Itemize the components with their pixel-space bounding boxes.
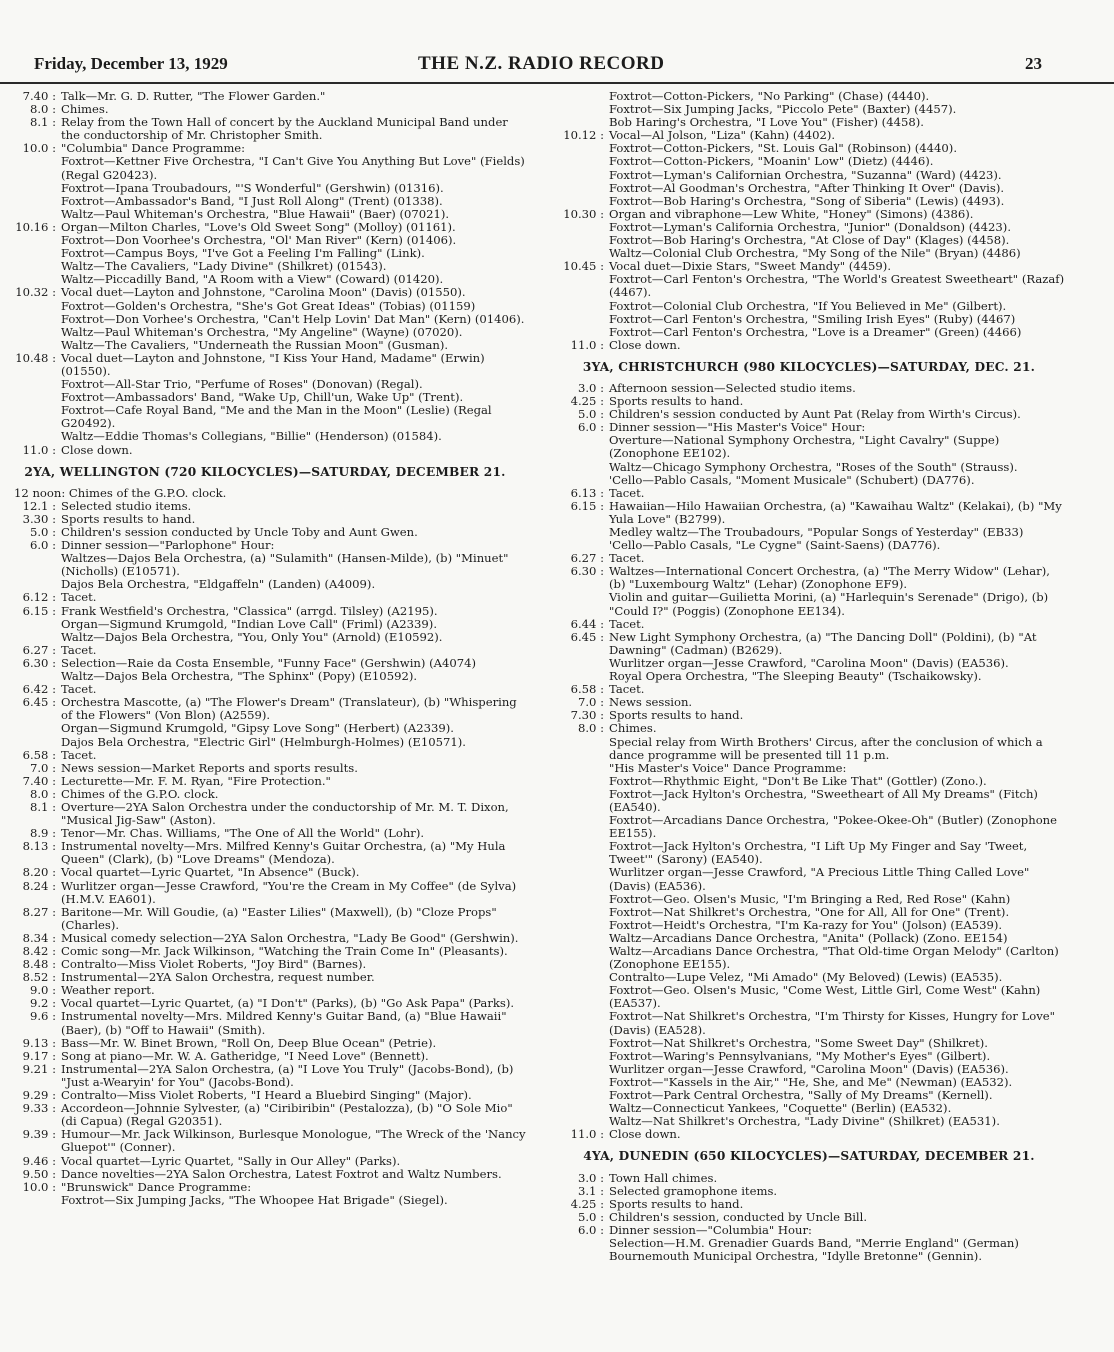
entry-time: 9.46 : xyxy=(4,1155,56,1168)
entry-text: Vocal quartet—Lyric Quartet, "Sally in Our Alley" (Parks). xyxy=(61,1153,401,1168)
entry-time: 10.45 : xyxy=(552,260,604,273)
programme-item: Foxtrot—Nat Shilkret's Orchestra, "I'm Thirsty for Kisses, Hungry for Love" (Davis) (EA528). xyxy=(609,1009,1055,1037)
christchurch-items-d xyxy=(552,526,1066,552)
entry-time: 9.50 : xyxy=(4,1168,56,1181)
entry-text: Dinner session—"Columbia" Hour: xyxy=(609,1222,812,1237)
entry-text: Relay from the Town Hall of concert by the Auckland Municipal Band under the conductorship of Mr. Christopher Smith. xyxy=(61,115,508,143)
wellington-list-a xyxy=(4,500,526,552)
entry-text: Tacet. xyxy=(609,485,645,500)
programme-item: Foxtrot—Six Jumping Jacks, "The Whoopee Hat Brigade" (Siegel). xyxy=(61,1192,448,1207)
programme-item: Wurlitzer organ—Jesse Crawford, "Carolina Moon" (Davis) (EA536). xyxy=(609,1061,1009,1076)
programme-entry xyxy=(552,1172,1066,1185)
entry-text: News session. xyxy=(609,695,693,710)
entry-time: 3.30 : xyxy=(4,513,56,526)
entry-time: 9.33 : xyxy=(4,1102,56,1128)
programme-item: Foxtrot—Rhythmic Eight, "Don't Be Like That" (Gottler) (Zono.). xyxy=(609,773,987,788)
wellington-list-e xyxy=(4,644,526,670)
entry-time: 11.0 : xyxy=(552,1128,604,1141)
programme-item: Waltz—Arcadians Dance Orchestra, "Anita" (Pollack) (Zono. EE154) xyxy=(609,930,1008,945)
entry-time: 8.20 : xyxy=(4,866,56,879)
entry-text: Instrumental novelty—Mrs. Mildred Kenny's Guitar Band, (a) "Blue Hawaii" (Baer), (b) "Off to Hawaii" (Smith). xyxy=(61,1009,507,1037)
entry-time: 6.27 : xyxy=(4,644,56,657)
right-column xyxy=(552,90,1066,1263)
programme-item: Waltz—Paul Whiteman's Orchestra, "My Angeline" (Wayne) (07020). xyxy=(61,324,463,339)
entry-time: 8.27 : xyxy=(4,906,56,932)
wellington-list-c xyxy=(4,591,526,617)
programme-entry xyxy=(552,1185,1066,1198)
entry-text: Baritone—Mr. Will Goudie, (a) "Easter Lilies" (Maxwell), (b) "Cloze Props" (Charles). xyxy=(61,904,497,932)
programme-item: Waltzes—Dajos Bela Orchestra, (a) "Sulamith" (Hansen-Milde), (b) "Minuet" (Nicholls) (E10571). xyxy=(61,551,509,579)
programme-item: Foxtrot—Bob Haring's Orchestra, "Song of Siberia" (Lewis) (4493). xyxy=(609,193,1005,208)
entry-text: Close down. xyxy=(609,337,681,352)
programme-item: Foxtrot—Al Goodman's Orchestra, "After Thinking It Over" (Davis). xyxy=(609,180,1005,195)
entry-time: 7.0 : xyxy=(4,762,56,775)
programme-item: Bournemouth Municipal Orchestra, "Idylle Bretonne" (Gennin). xyxy=(609,1249,983,1264)
programme-item: Royal Opera Orchestra, "The Sleeping Beauty" (Tschaikowsky). xyxy=(609,669,982,684)
entry-text: Instrumental—2YA Salon Orchestra, request number. xyxy=(61,970,375,985)
items-1045 xyxy=(552,273,1066,338)
entry-text: New Light Symphony Orchestra, (a) "The Dancing Doll" (Poldini), (b) "At Dawning" (Cadman) (B2629). xyxy=(609,629,1037,657)
entry-text: Sports results to hand. xyxy=(609,708,744,723)
entry-time: 3.0 : xyxy=(552,1172,604,1185)
entry-text: Vocal duet—Layton and Johnstone, "I Kiss Your Hand, Madame" (Erwin) (01550). xyxy=(61,350,485,378)
entry-text: Tacet. xyxy=(609,551,645,566)
programme-item: Foxtrot—Colonial Club Orchestra, "If You Believed in Me" (Gilbert). xyxy=(609,298,1007,313)
entry-text: Overture—2YA Salon Orchestra under the conductorship of Mr. M. T. Dixon, "Musical Jig-Saw" (Aston). xyxy=(61,799,509,828)
wellington-items-j xyxy=(4,1194,526,1207)
programme-item: Foxtrot—Cotton-Pickers, "Moanin' Low" (Dietz) (4446). xyxy=(609,154,934,169)
entry-time: 10.32 : xyxy=(4,286,56,299)
entry-time: 9.0 : xyxy=(4,984,56,997)
programme-item: Foxtrot—Nat Shilkret's Orchestra, "Some Sweet Day" (Shilkret). xyxy=(609,1035,988,1050)
items-1032 xyxy=(4,300,526,352)
programme-entry xyxy=(4,1128,526,1154)
entry-text: Tacet. xyxy=(609,682,645,697)
programme-item: Contralto—Lupe Velez, "Mi Amado" (My Beloved) (Lewis) (EA535). xyxy=(609,970,1003,985)
programme-item: Wurlitzer organ—Jesse Crawford, "Carolina Moon" (Davis) (EA536). xyxy=(609,655,1009,670)
programme-item: Waltz—Paul Whiteman's Orchestra, "Blue Hawaii" (Baer) (07021). xyxy=(61,206,450,221)
entry-time: 8.13 : xyxy=(4,840,56,866)
entry-time: 7.40 : xyxy=(4,90,56,103)
programme-item: Waltz—The Cavaliers, "Underneath the Russian Moon" (Gusman). xyxy=(61,337,449,352)
entry-1048 xyxy=(4,352,526,378)
entry-text: Contralto—Miss Violet Roberts, "Joy Bird" (Barnes). xyxy=(61,957,367,972)
entry-text: News session—Market Reports and sports results. xyxy=(61,760,358,775)
entry-text: Sports results to hand. xyxy=(61,511,196,526)
programme-item: Foxtrot—Heidt's Orchestra, "I'm Ka-razy for You" (Jolson) (EA539). xyxy=(609,917,1003,932)
entry-text: Selection—Raie da Costa Ensemble, "Funny Face" (Gershwin) (A4074) xyxy=(61,655,476,670)
christchurch-list-k xyxy=(552,1128,1066,1141)
entry-1032 xyxy=(4,286,526,299)
programme-entry xyxy=(4,749,526,762)
entry-text: Organ and vibraphone—Lew White, "Honey" (Simons) (4386). xyxy=(609,206,974,221)
entry-time: 7.40 : xyxy=(4,775,56,788)
programme-item: Foxtrot—"Kassels in the Air," "He, She, and Me" (Newman) (EA532). xyxy=(609,1074,1013,1089)
programme-entry xyxy=(552,339,1066,352)
entry-text: Comic song—Mr. Jack Wilkinson, "Watching the Train Come In" (Pleasants). xyxy=(61,944,508,958)
entry-text: Children's session, conducted by Uncle Bill. xyxy=(609,1209,868,1224)
programme-entry xyxy=(4,1181,526,1194)
entry-time: 8.1 : xyxy=(4,801,56,827)
programme-item: Wurlitzer organ—Jesse Crawford, "A Precious Little Thing Called Love" (Davis) (EA536). xyxy=(609,865,1030,893)
page-number: 23 xyxy=(1025,54,1042,73)
programme-entry xyxy=(4,605,526,618)
wellington-items-b xyxy=(4,552,526,591)
programme-item: Foxtrot—Carl Fenton's Orchestra, "Love is a Dreamer" (Green) (4466) xyxy=(609,324,1022,339)
programme-item: Foxtrot—Park Central Orchestra, "Sally of My Dreams" (Kernell). xyxy=(609,1088,993,1103)
programme-item: Foxtrot—Cotton-Pickers, "St. Louis Gal" (Robinson) (4440). xyxy=(609,141,958,156)
programme-item: Foxtrot—Campus Boys, "I've Got a Feeling I'm Falling" (Link). xyxy=(61,246,425,261)
entry-time: 6.13 : xyxy=(552,487,604,500)
programme-item: Dajos Bela Orchestra, "Eldgaffeln" (Landen) (A4009). xyxy=(61,577,376,592)
entry-text: Afternoon session—Selected studio items. xyxy=(609,380,856,395)
programme-entry xyxy=(4,840,526,866)
entry-time: 10.30 : xyxy=(552,208,604,221)
programme-entry xyxy=(4,775,526,788)
entry-time: 6.12 : xyxy=(4,591,56,604)
programme-item: Foxtrot—Arcadians Dance Orchestra, "Pokee-Okee-Oh" (Butler) (Zonophone EE155). xyxy=(609,813,1058,841)
entry-close-down xyxy=(4,444,526,457)
entry-text: Accordeon—Johnnie Sylvester, (a) "Ciribiribin" (Pestalozza), (b) "O Sole Mio" (di Capua) (Regal G20351). xyxy=(61,1101,513,1129)
entry-time: 5.0 : xyxy=(552,1211,604,1224)
programme-entry xyxy=(4,500,526,513)
entry-time: 9.39 : xyxy=(4,1128,56,1154)
programme-entry xyxy=(552,1198,1066,1211)
entry-text: Tenor—Mr. Chas. Williams, "The One of All the World" (Lohr). xyxy=(61,826,425,841)
entry-text: Tacet. xyxy=(61,590,97,605)
entry-text: Tacet. xyxy=(61,642,97,657)
programme-entry xyxy=(4,866,526,879)
entry-text: Sports results to hand. xyxy=(609,394,744,409)
entry-time: 10.48 : xyxy=(4,352,56,378)
programme-item: Foxtrot—Cafe Royal Band, "Me and the Man in the Moon" (Leslie) (Regal G20492). xyxy=(61,403,492,431)
programme-entry xyxy=(4,1050,526,1063)
entry-time: 8.0 : xyxy=(4,103,56,116)
christchurch-items-f xyxy=(552,591,1066,617)
programme-entry xyxy=(552,631,1066,657)
entry-text: Tacet. xyxy=(61,747,97,762)
entry-time: 6.45 : xyxy=(4,696,56,722)
entry-text: Talk—Mr. G. D. Rutter, "The Flower Garden." xyxy=(61,89,326,103)
entry-text: Instrumental—2YA Salon Orchestra, (a) "I Love You Truly" (Jacobs-Bond), (b) "Just a-Wearyin' for You" (Jacobs-Bond). xyxy=(61,1061,514,1089)
programme-item: Foxtrot—Bob Haring's Orchestra, "At Close of Day" (Klages) (4458). xyxy=(609,233,1010,248)
programme-entry xyxy=(4,1037,526,1050)
entry-time: 8.48 : xyxy=(4,958,56,971)
entry-text: Tacet. xyxy=(61,682,97,697)
entry-text: Town Hall chimes. xyxy=(609,1170,718,1185)
programme-entry xyxy=(4,762,526,775)
christchurch-list-a xyxy=(552,382,1066,434)
entry-time: 6.58 : xyxy=(552,683,604,696)
programme-item: "His Master's Voice" Dance Programme: xyxy=(609,760,847,775)
entry-time: 9.6 : xyxy=(4,1010,56,1036)
programme-entry xyxy=(4,1102,526,1128)
programme-entry xyxy=(4,1168,526,1181)
entry-time: 9.13 : xyxy=(4,1037,56,1050)
entry-time: 7.30 : xyxy=(552,709,604,722)
entry-text: Frank Westfield's Orchestra, "Classica" (arrgd. Tilsley) (A2195). xyxy=(61,603,438,618)
programme-item: Medley waltz—The Troubadours, "Popular Songs of Yesterday" (EB33) xyxy=(609,525,1024,539)
entry-time: 8.0 : xyxy=(552,722,604,735)
programme-item: Foxtrot—Jack Hylton's Orchestra, "I Lift Up My Finger and Say 'Tweet, Tweet'" (Sarony) (EA540). xyxy=(609,839,1028,867)
entry-text: Tacet. xyxy=(609,616,645,631)
programme-item: Foxtrot—Lyman's California Orchestra, "Junior" (Donaldson) (4423). xyxy=(609,219,1011,234)
entry-text: "Columbia" Dance Programme: xyxy=(61,141,246,156)
items-1016 xyxy=(4,234,526,286)
programme-entry xyxy=(4,1010,526,1036)
programme-entry xyxy=(4,906,526,932)
programme-item: Foxtrot—Ambassadors' Band, "Wake Up, Chill'un, Wake Up" (Trent). xyxy=(61,390,464,405)
items-1048 xyxy=(4,378,526,443)
programme-item: Foxtrot—Carl Fenton's Orchestra, "Smiling Irish Eyes" (Ruby) (4467) xyxy=(609,311,1016,326)
programme-entry xyxy=(4,591,526,604)
wellington-list-g xyxy=(4,683,526,722)
entry-time: 10.16 : xyxy=(4,221,56,234)
entry-text: Weather report. xyxy=(61,983,155,998)
christchurch-list-c xyxy=(552,487,1066,526)
programme-item: Selection—H.M. Grenadier Guards Band, "Merrie England" (German) xyxy=(609,1235,1019,1250)
entry-time: 10.0 : xyxy=(4,142,56,155)
entry-time: 11.0 : xyxy=(552,339,604,352)
entry-text: Orchestra Mascotte, (a) "The Flower's Dream" (Translateur), (b) "Whispering of the Flowers" (Von Blon) (A2559). xyxy=(61,695,517,723)
wellington-items-d xyxy=(4,618,526,644)
programme-item: Waltz—Connecticut Yankees, "Coquette" (Berlin) (EA532). xyxy=(609,1101,952,1116)
entry-time: 8.42 : xyxy=(4,945,56,958)
entry-text: Dinner session—"Parlophone" Hour: xyxy=(61,538,275,553)
christchurch-items-b xyxy=(552,434,1066,486)
programme-entry xyxy=(552,500,1066,526)
entry-time: 8.0 : xyxy=(4,788,56,801)
programme-item: Foxtrot—Geo. Olsen's Music, "I'm Bringing a Red, Red Rose" (Kahn) xyxy=(609,891,1011,906)
programme-entry xyxy=(4,444,526,457)
programme-entry xyxy=(4,286,526,299)
entry-close-down-2ya xyxy=(552,339,1066,352)
programme-item: 'Cello—Pablo Casals, "Moment Musicale" (Schubert) (DA776). xyxy=(609,472,975,487)
entry-time: 8.52 : xyxy=(4,971,56,984)
columbia-dance-items xyxy=(4,155,526,220)
entry-text: Hawaiian—Hilo Hawaiian Orchestra, (a) "Kawaihau Waltz" (Kelakai), (b) "My Yula Love" (B2799). xyxy=(609,498,1062,526)
entry-text: Dance novelties—2YA Salon Orchestra, Latest Foxtrot and Waltz Numbers. xyxy=(61,1166,502,1181)
programme-item: Foxtrot—Don Voorhee's Orchestra, "Ol' Man River" (Kern) (01406). xyxy=(61,233,457,248)
noon-entry: 12 noon: Chimes of the G.P.O. clock. xyxy=(14,485,227,500)
programme-item: Foxtrot—Cotton-Pickers, "No Parking" (Chase) (4440). xyxy=(609,89,930,103)
entry-text: Bass—Mr. W. Binet Brown, "Roll On, Deep Blue Ocean" (Petrie). xyxy=(61,1035,437,1050)
publication-title: THE N.Z. RADIO RECORD xyxy=(418,53,665,74)
section-heading-2ya: 2YA, WELLINGTON (720 KILOCYCLES)—SATURDAY, DECEMBER 21. xyxy=(24,464,506,479)
programme-entry xyxy=(4,1063,526,1089)
entry-time: 8.9 : xyxy=(4,827,56,840)
christchurch-list-i xyxy=(552,683,1066,735)
programme-entry xyxy=(4,801,526,827)
programme-entry xyxy=(552,1224,1066,1237)
entry-time: 4.25 : xyxy=(552,395,604,408)
entry-time: 9.2 : xyxy=(4,997,56,1010)
entry-time: 8.24 : xyxy=(4,880,56,906)
programme-item: Foxtrot—All-Star Trio, "Perfume of Roses" (Donovan) (Regal). xyxy=(61,377,423,392)
programme-item: 'Cello—Pablo Casals, "Le Cygne" (Saint-Saens) (DA776). xyxy=(609,538,941,553)
entry-time: 6.42 : xyxy=(4,683,56,696)
entry-text: Sports results to hand. xyxy=(609,1196,744,1211)
wellington-items-h xyxy=(4,722,526,748)
items-1012 xyxy=(552,142,1066,207)
entry-text: Children's session conducted by Aunt Pat (Relay from Wirth's Circus). xyxy=(609,407,1021,422)
programme-item: Waltz—Nat Shilkret's Orchestra, "Lady Divine" (Shilkret) (EA531). xyxy=(609,1114,1000,1129)
programme-item: Special relay from Wirth Brothers' Circus, after the conclusion of which a dance programme will be presented till 11 p.m. xyxy=(609,734,1043,762)
entry-text: Wurlitzer organ—Jesse Crawford, "You're the Cream in My Coffee" (de Sylva) (H.M.V. EA601). xyxy=(61,878,517,906)
entry-time: 8.34 : xyxy=(4,932,56,945)
programme-item: Dajos Bela Orchestra, "Electric Girl" (Helmburgh-Holmes) (E10571). xyxy=(61,734,466,749)
programme-entry xyxy=(552,618,1066,631)
issue-date: Friday, December 13, 1929 xyxy=(34,54,228,73)
wellington-list-i xyxy=(4,749,526,1194)
section-heading-3ya: 3YA, CHRISTCHURCH (980 KILOCYCLES)—SATURDAY, DEC. 21. xyxy=(582,359,1036,374)
entry-1030 xyxy=(552,208,1066,221)
entry-time: 6.0 : xyxy=(4,539,56,552)
christchurch-list-e xyxy=(552,552,1066,591)
entry-time: 7.0 : xyxy=(552,696,604,709)
programme-entry xyxy=(4,696,526,722)
programme-entry xyxy=(4,116,526,142)
entry-time: 6.15 : xyxy=(552,500,604,526)
programme-entry xyxy=(4,352,526,378)
entry-time: 3.0 : xyxy=(552,382,604,395)
entry-text: Chimes. xyxy=(609,721,657,736)
programme-item: Organ—Sigmund Krumgold, "Gipsy Love Song" (Herbert) (A2339). xyxy=(61,721,454,736)
entry-time: 9.17 : xyxy=(4,1050,56,1063)
entry-time: 6.0 : xyxy=(552,1224,604,1237)
entry-text: Vocal quartet—Lyric Quartet, (a) "I Don't" (Parks), (b) "Go Ask Papa" (Parks). xyxy=(61,996,515,1011)
entry-text: Chimes of the G.P.O. clock. xyxy=(61,786,219,801)
entry-time: 12.1 : xyxy=(4,500,56,513)
entry-time: 11.0 : xyxy=(4,444,56,457)
entry-text: Contralto—Miss Violet Roberts, "I Heard a Bluebird Singing" (Major). xyxy=(61,1088,472,1103)
programme-item: Waltz—Colonial Club Orchestra, "My Song of the Nile" (Bryan) (4486) xyxy=(609,246,1021,261)
programme-item: Foxtrot—Carl Fenton's Orchestra, "The World's Greatest Sweetheart" (Razaf) (4467). xyxy=(609,272,1065,300)
entry-text: Lecturette—Mr. F. M. Ryan, "Fire Protection." xyxy=(61,773,331,788)
programme-item: Foxtrot—Golden's Orchestra, "She's Got Great Ideas" (Tobias) (01159) xyxy=(61,298,476,313)
entry-time: 10.12 : xyxy=(552,129,604,142)
entry-time: 4.25 : xyxy=(552,1198,604,1211)
entry-text: Chimes. xyxy=(61,102,109,117)
programme-item: Waltz—Arcadians Dance Orchestra, "That Old-time Organ Melody" (Carlton) (Zonophone EE155). xyxy=(609,944,1059,972)
page-header xyxy=(0,50,1114,84)
entry-time: 5.0 : xyxy=(552,408,604,421)
entry-time: 5.0 : xyxy=(4,526,56,539)
programme-entry xyxy=(4,1155,526,1168)
entry-time: 6.15 : xyxy=(4,605,56,618)
programme-item: Overture—National Symphony Orchestra, "Light Cavalry" (Suppe) (Zonophone EE102). xyxy=(609,433,1000,461)
entry-time: 6.30 : xyxy=(552,565,604,591)
programme-entry xyxy=(552,208,1066,221)
entry-text: Organ—Milton Charles, "Love's Old Sweet Song" (Molloy) (01161). xyxy=(61,219,456,234)
programme-item: Bob Haring's Orchestra, "I Love You" (Fisher) (4458). xyxy=(609,115,924,130)
entry-text: Vocal duet—Layton and Johnstone, "Carolina Moon" (Davis) (01550). xyxy=(61,285,466,300)
programme-item: Violin and guitar—Guilietta Morini, (a) "Harlequin's Serenade" (Drigo), (b) "Could I?" (Poggis) (Zonophone EE134). xyxy=(609,590,1049,618)
christchurch-items-j xyxy=(552,736,1066,1129)
entry-text: Musical comedy selection—2YA Salon Orchestra, "Lady Be Good" (Gershwin). xyxy=(61,930,519,945)
entry-time: 9.29 : xyxy=(4,1089,56,1102)
entry-text: Selected gramophone items. xyxy=(609,1183,778,1198)
programme-item: Foxtrot—Jack Hylton's Orchestra, "Sweetheart of All My Dreams" (Fitch) (EA540). xyxy=(609,786,1038,814)
programme-item: Foxtrot—Lyman's Californian Orchestra, "Suzanna" (Ward) (4423). xyxy=(609,167,1002,182)
entry-time: 10.0 : xyxy=(4,1181,56,1194)
entry-time: 3.1 : xyxy=(552,1185,604,1198)
entry-text: Song at piano—Mr. W. A. Gatheridge, "I Need Love" (Bennett). xyxy=(61,1048,429,1063)
programme-item: Foxtrot—Six Jumping Jacks, "Piccolo Pete" (Baxter) (4457). xyxy=(609,102,957,117)
programme-item: Waltz—The Cavaliers, "Lady Divine" (Shilkret) (01543). xyxy=(61,259,387,274)
items-1030 xyxy=(552,221,1066,260)
christchurch-list-g xyxy=(552,618,1066,657)
programme-item: Foxtrot—Geo. Olsen's Music, "Come West, Little Girl, Come West" (Kahn) (EA537). xyxy=(609,983,1041,1011)
programme-item: Waltz—Dajos Bela Orchestra, "You, Only You" (Arnold) (E10592). xyxy=(61,629,443,644)
entry-time: 6.30 : xyxy=(4,657,56,670)
entry-time: 8.1 : xyxy=(4,116,56,142)
programme-entry xyxy=(552,487,1066,500)
programme-item: Foxtrot—Nat Shilkret's Orchestra, "One for All, All for One" (Trent). xyxy=(609,904,1010,919)
entry-time: 6.44 : xyxy=(552,618,604,631)
programme-entry xyxy=(552,1128,1066,1141)
brunswick-items-a xyxy=(552,90,1066,129)
entry-text: Dinner session—"His Master's Voice" Hour: xyxy=(609,420,866,435)
entry-text: Vocal—Al Jolson, "Liza" (Kahn) (4402). xyxy=(609,128,836,143)
entry-time: 6.58 : xyxy=(4,749,56,762)
entry-text: Children's session conducted by Uncle Toby and Aunt Gwen. xyxy=(61,525,418,539)
entry-text: Vocal quartet—Lyric Quartet, "In Absence" (Buck). xyxy=(61,865,360,880)
programme-entry xyxy=(552,565,1066,591)
programme-item: Waltz—Dajos Bela Orchestra, "The Sphinx" (Popy) (E10592). xyxy=(61,669,418,684)
dunedin-items-b xyxy=(552,1237,1066,1263)
programme-item: Organ—Sigmund Krumgold, "Indian Love Call" (Friml) (A2339). xyxy=(61,616,438,631)
dunedin-list-a xyxy=(552,1172,1066,1237)
programme-item: Foxtrot—Waring's Pennsylvanians, "My Mother's Eyes" (Gilbert). xyxy=(609,1048,991,1063)
programme-item: Waltz—Piccadilly Band, "A Room with a View" (Coward) (01420). xyxy=(61,272,444,287)
section-heading-4ya: 4YA, DUNEDIN (650 KILOCYCLES)—SATURDAY, DECEMBER 21. xyxy=(583,1149,1035,1164)
entry-text: Close down. xyxy=(61,442,133,457)
entry-text: "Brunswick" Dance Programme: xyxy=(61,1179,252,1194)
programme-item: Waltz—Chicago Symphony Orchestra, "Roses of the South" (Strauss). xyxy=(609,459,1018,474)
entry-text: Instrumental novelty—Mrs. Milfred Kenny's Guitar Orchestra, (a) "My Hula Queen" (Clark), (b) "Love Dreams" (Mendoza). xyxy=(61,839,506,867)
programme-item: Foxtrot—Ambassador's Band, "I Just Roll Along" (Trent) (01338). xyxy=(61,193,443,208)
entry-text: Selected studio items. xyxy=(61,498,192,513)
entry-text: Humour—Mr. Jack Wilkinson, Burlesque Monologue, "The Wreck of the 'Nancy Gluepot'" (Conner). xyxy=(61,1127,526,1155)
programme-item: Waltz—Eddie Thomas's Collegians, "Billie" (Henderson) (01584). xyxy=(61,429,442,444)
programme-entry xyxy=(552,1211,1066,1224)
programme-item: Foxtrot—Kettner Five Orchestra, "I Can't Give You Anything But Love" (Fields) (Regal G20423). xyxy=(61,154,525,182)
entry-time: 6.27 : xyxy=(552,552,604,565)
programme-entry xyxy=(4,644,526,657)
programme-entry xyxy=(552,722,1066,735)
entry-time: 6.45 : xyxy=(552,631,604,657)
entry-time: 6.0 : xyxy=(552,421,604,434)
entry-time: 9.21 : xyxy=(4,1063,56,1089)
christchurch-items-h xyxy=(552,657,1066,683)
auckland-evening-list xyxy=(4,90,526,155)
programme-entry xyxy=(4,788,526,801)
programme-entry xyxy=(4,880,526,906)
entry-text: Vocal duet—Dixie Stars, "Sweet Mandy" (4459). xyxy=(609,259,892,274)
programme-item: Foxtrot—Ipana Troubadours, "'S Wonderful" (Gershwin) (01316). xyxy=(61,180,444,195)
entry-text: Waltzes—International Concert Orchestra, (a) "The Merry Widow" (Lehar), (b) "Luxembourg Waltz" (Lehar) (Zonophone EF9). xyxy=(609,564,1050,592)
left-column xyxy=(4,90,526,1207)
programme-item: Foxtrot—Don Vorhee's Orchestra, "Can't Help Lovin' Dat Man" (Kern) (01406). xyxy=(61,311,525,326)
entry-text: Close down. xyxy=(609,1127,681,1142)
